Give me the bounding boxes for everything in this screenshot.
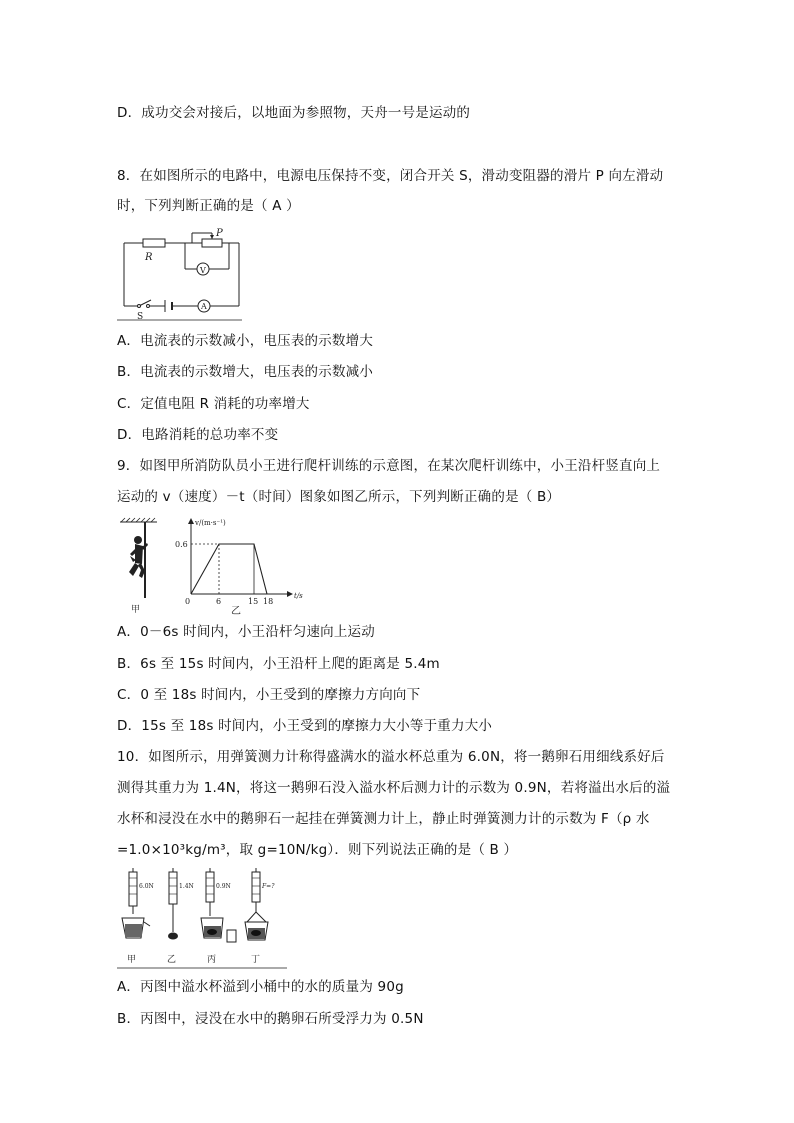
reading-4: F=? xyxy=(262,883,275,890)
q10-option-b: B．丙图中，浸没在水中的鹅卵石所受浮力为 0.5N xyxy=(117,1011,424,1027)
climb-figure xyxy=(117,516,307,616)
vt-tick-0: 0 xyxy=(185,597,191,606)
vt-xlabel: t/s xyxy=(294,592,303,600)
reading-3: 0.9N xyxy=(216,883,231,890)
vt-tick-15: 15 xyxy=(248,597,259,606)
q10-stem-line1: 10．如图所示，用弹簧测力计称得盛满水的溢水杯总重为 6.0N，将一鹅卵石用细线系好后 xyxy=(117,749,665,765)
vt-tick-18: 18 xyxy=(263,597,274,606)
label-r: R xyxy=(145,252,153,263)
q9-option-d: D．15s 至 18s 时间内，小王受到的摩擦力大小等于重力大小 xyxy=(117,718,493,734)
q8-option-b: B．电流表的示数增大，电压表的示数减小 xyxy=(117,364,374,380)
q9-stem-line2: 运动的 v（速度）－t（时间）图象如图乙所示，下列判断正确的是（ B） xyxy=(117,489,561,505)
q8-option-a: A．电流表的示数减小，电压表的示数增大 xyxy=(117,333,374,349)
label-s: S xyxy=(137,312,144,322)
caption-bing: 丙 xyxy=(207,955,217,965)
vt-ylabel: v/(m·s⁻¹) xyxy=(195,519,226,527)
q7-option-d: D．成功交会对接后，以地面为参照物，天舟一号是运动的 xyxy=(117,105,471,121)
q10-stem-line4: =1.0×10³kg/m³，取 g=10N/kg）．则下列说法正确的是（ B ） xyxy=(117,842,518,858)
q9-stem-line1: 9．如图甲所消防队员小王进行爬杆训练的示意图，在某次爬杆训练中，小王沿杆竖直向上 xyxy=(117,458,661,474)
caption-yi: 乙 xyxy=(167,955,177,965)
label-a: A xyxy=(201,302,207,311)
q9-option-a: A．0－6s 时间内，小王沿杆匀速向上运动 xyxy=(117,624,375,640)
q9-option-b: B．6s 至 15s 时间内，小王沿杆上爬的距离是 5.4m xyxy=(117,656,440,672)
q9-option-c: C．0 至 18s 时间内，小王受到的摩擦力方向向下 xyxy=(117,687,421,703)
caption-yi: 乙 xyxy=(231,606,241,616)
label-v: V xyxy=(200,266,206,275)
vt-tick-06: 0.6 xyxy=(175,540,188,549)
caption-jia: 甲 xyxy=(131,605,141,615)
q8-stem-line2: 时，下列判断正确的是（ A ） xyxy=(117,198,300,214)
spring-scale-figure xyxy=(117,866,292,970)
circuit-diagram xyxy=(117,226,247,322)
q8-stem-line1: 8．在如图所示的电路中，电源电压保持不变，闭合开关 S，滑动变阻器的滑片 P 向左滑动 xyxy=(117,168,664,184)
q10-stem-line3: 水杯和浸没在水中的鹅卵石一起挂在弹簧测力计上，静止时弹簧测力计的示数为 F（ρ 水 xyxy=(117,811,650,827)
q10-option-a: A．丙图中溢水杯溢到小桶中的水的质量为 90g xyxy=(117,979,404,995)
reading-1: 6.0N xyxy=(139,883,154,890)
reading-2: 1.4N xyxy=(179,883,194,890)
q8-option-c: C．定值电阻 R 消耗的功率增大 xyxy=(117,396,310,412)
q10-stem-line2: 测得其重力为 1.4N，将这一鹅卵石没入溢水杯后测力计的示数为 0.9N，若将溢出水后的溢 xyxy=(117,780,671,796)
vt-tick-6: 6 xyxy=(216,597,222,606)
label-p: P xyxy=(216,228,223,239)
caption-ding: 丁 xyxy=(251,955,261,965)
caption-jia: 甲 xyxy=(127,955,137,965)
q8-option-d: D．电路消耗的总功率不变 xyxy=(117,427,279,443)
